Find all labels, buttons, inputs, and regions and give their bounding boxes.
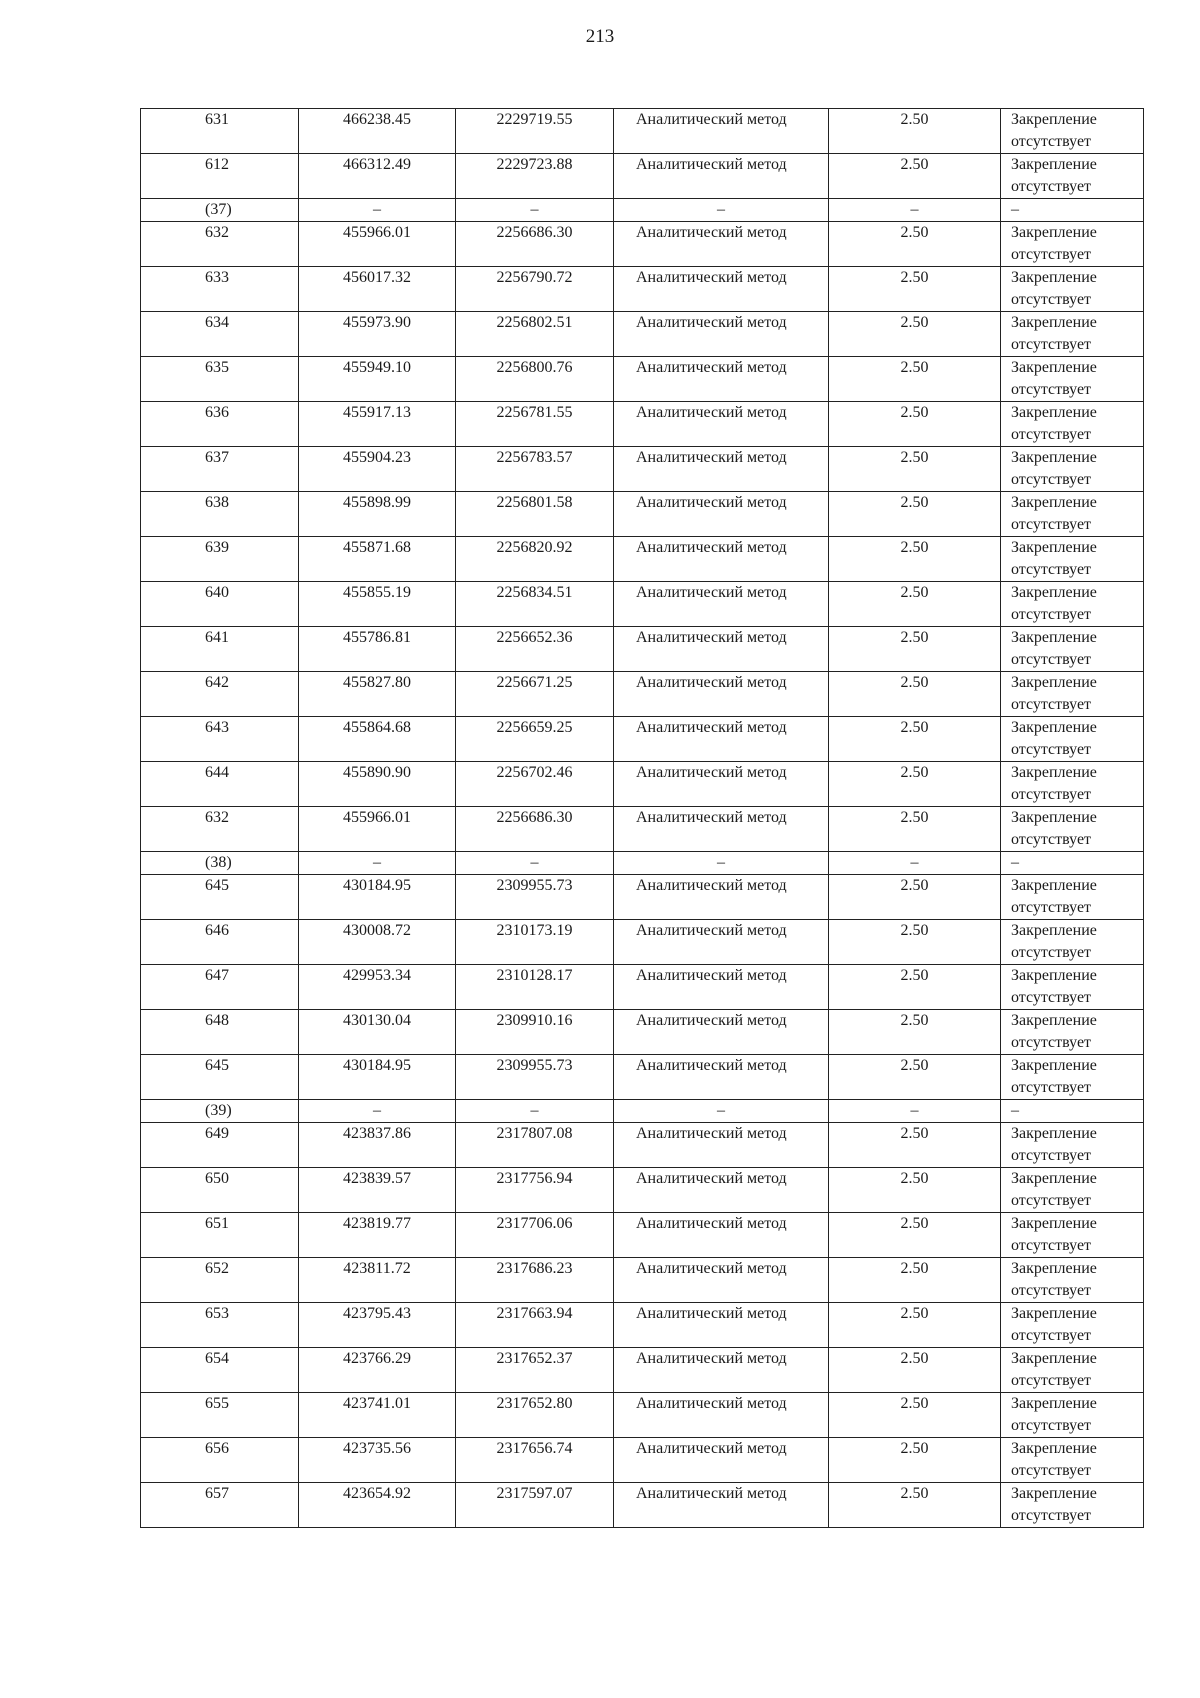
contour-separator-row — [141, 1100, 1144, 1123]
method-cell: Аналитический метод — [614, 627, 829, 672]
contour-separator-row — [141, 199, 1144, 222]
method-cell: Аналитический метод — [614, 492, 829, 537]
method-cell: Аналитический метод — [614, 109, 829, 154]
table-row — [141, 807, 1144, 852]
x-coordinate-cell: 429953.34 — [299, 965, 456, 1010]
table-row — [141, 1055, 1144, 1100]
method-cell: Аналитический метод — [614, 965, 829, 1010]
fixing-description-cell: Закрепление отсутствует — [1001, 537, 1144, 582]
accuracy-cell: 2.50 — [829, 807, 1001, 852]
fixing-description-cell: Закрепление отсутствует — [1001, 312, 1144, 357]
point-number-cell: (37) — [141, 199, 299, 222]
x-coordinate-cell: 455871.68 — [299, 537, 456, 582]
fixing-description-cell: Закрепление отсутствует — [1001, 807, 1144, 852]
y-coordinate-cell: 2310128.17 — [456, 965, 614, 1010]
contour-separator-row — [141, 852, 1144, 875]
accuracy-cell: 2.50 — [829, 1055, 1001, 1100]
accuracy-cell: – — [829, 852, 1001, 875]
y-coordinate-cell: 2256783.57 — [456, 447, 614, 492]
fixing-description-cell: Закрепление отсутствует — [1001, 965, 1144, 1010]
table-row — [141, 447, 1144, 492]
accuracy-cell: 2.50 — [829, 267, 1001, 312]
y-coordinate-cell: 2256686.30 — [456, 807, 614, 852]
method-cell: Аналитический метод — [614, 672, 829, 717]
table-row — [141, 627, 1144, 672]
accuracy-cell: 2.50 — [829, 762, 1001, 807]
y-coordinate-cell: 2256801.58 — [456, 492, 614, 537]
fixing-description-cell: Закрепление отсутствует — [1001, 717, 1144, 762]
accuracy-cell: 2.50 — [829, 1010, 1001, 1055]
accuracy-cell: 2.50 — [829, 1438, 1001, 1483]
method-cell: Аналитический метод — [614, 357, 829, 402]
x-coordinate-cell: 423839.57 — [299, 1168, 456, 1213]
fixing-description-cell: Закрепление отсутствует — [1001, 402, 1144, 447]
y-coordinate-cell: – — [456, 852, 614, 875]
accuracy-cell: 2.50 — [829, 717, 1001, 762]
x-coordinate-cell: 455966.01 — [299, 807, 456, 852]
fixing-description-cell: Закрепление отсутствует — [1001, 672, 1144, 717]
method-cell: – — [614, 852, 829, 875]
y-coordinate-cell: 2256702.46 — [456, 762, 614, 807]
accuracy-cell: 2.50 — [829, 1213, 1001, 1258]
fixing-description-cell: Закрепление отсутствует — [1001, 267, 1144, 312]
table-row — [141, 1348, 1144, 1393]
method-cell: Аналитический метод — [614, 1168, 829, 1213]
y-coordinate-cell: 2256802.51 — [456, 312, 614, 357]
point-number-cell: 612 — [141, 154, 299, 199]
fixing-description-cell: Закрепление отсутствует — [1001, 222, 1144, 267]
fixing-description-cell: – — [1001, 852, 1144, 875]
table-row — [141, 1483, 1144, 1528]
x-coordinate-cell: – — [299, 199, 456, 222]
point-number-cell: 642 — [141, 672, 299, 717]
x-coordinate-cell: 466238.45 — [299, 109, 456, 154]
point-number-cell: 654 — [141, 1348, 299, 1393]
x-coordinate-cell: – — [299, 1100, 456, 1123]
point-number-cell: 634 — [141, 312, 299, 357]
method-cell: Аналитический метод — [614, 582, 829, 627]
table-row — [141, 154, 1144, 199]
accuracy-cell: 2.50 — [829, 537, 1001, 582]
table-row — [141, 402, 1144, 447]
point-number-cell: 650 — [141, 1168, 299, 1213]
table-row — [141, 717, 1144, 762]
fixing-description-cell: Закрепление отсутствует — [1001, 1438, 1144, 1483]
table-row — [141, 222, 1144, 267]
method-cell: Аналитический метод — [614, 402, 829, 447]
fixing-description-cell: Закрепление отсутствует — [1001, 1055, 1144, 1100]
accuracy-cell: 2.50 — [829, 447, 1001, 492]
y-coordinate-cell: 2317686.23 — [456, 1258, 614, 1303]
method-cell: Аналитический метод — [614, 1393, 829, 1438]
fixing-description-cell: Закрепление отсутствует — [1001, 1393, 1144, 1438]
y-coordinate-cell: 2256652.36 — [456, 627, 614, 672]
method-cell: Аналитический метод — [614, 1348, 829, 1393]
fixing-description-cell: – — [1001, 199, 1144, 222]
y-coordinate-cell: 2317597.07 — [456, 1483, 614, 1528]
point-number-cell: 632 — [141, 222, 299, 267]
fixing-description-cell: Закрепление отсутствует — [1001, 1303, 1144, 1348]
y-coordinate-cell: 2229719.55 — [456, 109, 614, 154]
accuracy-cell: 2.50 — [829, 154, 1001, 199]
point-number-cell: 656 — [141, 1438, 299, 1483]
x-coordinate-cell: 455864.68 — [299, 717, 456, 762]
point-number-cell: 633 — [141, 267, 299, 312]
point-number-cell: 647 — [141, 965, 299, 1010]
point-number-cell: 651 — [141, 1213, 299, 1258]
point-number-cell: 643 — [141, 717, 299, 762]
x-coordinate-cell: 423766.29 — [299, 1348, 456, 1393]
point-number-cell: 648 — [141, 1010, 299, 1055]
point-number-cell: 637 — [141, 447, 299, 492]
x-coordinate-cell: 423735.56 — [299, 1438, 456, 1483]
method-cell: Аналитический метод — [614, 920, 829, 965]
y-coordinate-cell: 2317652.80 — [456, 1393, 614, 1438]
method-cell: Аналитический метод — [614, 1303, 829, 1348]
point-number-cell: 645 — [141, 1055, 299, 1100]
y-coordinate-cell: 2256781.55 — [456, 402, 614, 447]
accuracy-cell: 2.50 — [829, 1483, 1001, 1528]
accuracy-cell: 2.50 — [829, 109, 1001, 154]
table-row — [141, 1010, 1144, 1055]
coordinates-table — [140, 108, 1144, 1528]
fixing-description-cell: Закрепление отсутствует — [1001, 1213, 1144, 1258]
fixing-description-cell: Закрепление отсутствует — [1001, 627, 1144, 672]
x-coordinate-cell: 455786.81 — [299, 627, 456, 672]
point-number-cell: 636 — [141, 402, 299, 447]
accuracy-cell: 2.50 — [829, 222, 1001, 267]
y-coordinate-cell: 2317656.74 — [456, 1438, 614, 1483]
table-row — [141, 1438, 1144, 1483]
accuracy-cell: 2.50 — [829, 492, 1001, 537]
accuracy-cell: 2.50 — [829, 582, 1001, 627]
fixing-description-cell: Закрепление отсутствует — [1001, 109, 1144, 154]
fixing-description-cell: Закрепление отсутствует — [1001, 875, 1144, 920]
accuracy-cell: – — [829, 1100, 1001, 1123]
method-cell: Аналитический метод — [614, 1258, 829, 1303]
method-cell: Аналитический метод — [614, 154, 829, 199]
x-coordinate-cell: 455917.13 — [299, 402, 456, 447]
point-number-cell: 652 — [141, 1258, 299, 1303]
table-row — [141, 357, 1144, 402]
y-coordinate-cell: 2317807.08 — [456, 1123, 614, 1168]
x-coordinate-cell: 430130.04 — [299, 1010, 456, 1055]
x-coordinate-cell: 455898.99 — [299, 492, 456, 537]
accuracy-cell: 2.50 — [829, 357, 1001, 402]
point-number-cell: 653 — [141, 1303, 299, 1348]
y-coordinate-cell: 2256686.30 — [456, 222, 614, 267]
x-coordinate-cell: 455827.80 — [299, 672, 456, 717]
accuracy-cell: 2.50 — [829, 965, 1001, 1010]
point-number-cell: 641 — [141, 627, 299, 672]
y-coordinate-cell: 2309955.73 — [456, 875, 614, 920]
y-coordinate-cell: 2310173.19 — [456, 920, 614, 965]
x-coordinate-cell: 455855.19 — [299, 582, 456, 627]
accuracy-cell: 2.50 — [829, 672, 1001, 717]
y-coordinate-cell: 2256820.92 — [456, 537, 614, 582]
fixing-description-cell: Закрепление отсутствует — [1001, 1348, 1144, 1393]
point-number-cell: (38) — [141, 852, 299, 875]
x-coordinate-cell: 456017.32 — [299, 267, 456, 312]
x-coordinate-cell: 423795.43 — [299, 1303, 456, 1348]
accuracy-cell: 2.50 — [829, 1168, 1001, 1213]
point-number-cell: 635 — [141, 357, 299, 402]
method-cell: Аналитический метод — [614, 1438, 829, 1483]
method-cell: Аналитический метод — [614, 537, 829, 582]
point-number-cell: 639 — [141, 537, 299, 582]
table-row — [141, 672, 1144, 717]
y-coordinate-cell: 2309910.16 — [456, 1010, 614, 1055]
table-row — [141, 875, 1144, 920]
y-coordinate-cell: 2256671.25 — [456, 672, 614, 717]
table-row — [141, 537, 1144, 582]
fixing-description-cell: Закрепление отсутствует — [1001, 1123, 1144, 1168]
page-number: 213 — [585, 26, 615, 47]
table-row — [141, 965, 1144, 1010]
fixing-description-cell: Закрепление отсутствует — [1001, 920, 1144, 965]
x-coordinate-cell: 455973.90 — [299, 312, 456, 357]
fixing-description-cell: Закрепление отсутствует — [1001, 154, 1144, 199]
table-row — [141, 1258, 1144, 1303]
fixing-description-cell: Закрепление отсутствует — [1001, 492, 1144, 537]
x-coordinate-cell: 455904.23 — [299, 447, 456, 492]
x-coordinate-cell: 455966.01 — [299, 222, 456, 267]
fixing-description-cell: Закрепление отсутствует — [1001, 1168, 1144, 1213]
accuracy-cell: 2.50 — [829, 1123, 1001, 1168]
point-number-cell: 631 — [141, 109, 299, 154]
method-cell: Аналитический метод — [614, 267, 829, 312]
method-cell: Аналитический метод — [614, 1055, 829, 1100]
method-cell: Аналитический метод — [614, 1213, 829, 1258]
y-coordinate-cell: 2317706.06 — [456, 1213, 614, 1258]
x-coordinate-cell: 430184.95 — [299, 875, 456, 920]
x-coordinate-cell: 423811.72 — [299, 1258, 456, 1303]
method-cell: Аналитический метод — [614, 875, 829, 920]
x-coordinate-cell: 423741.01 — [299, 1393, 456, 1438]
method-cell: Аналитический метод — [614, 1010, 829, 1055]
accuracy-cell: 2.50 — [829, 312, 1001, 357]
x-coordinate-cell: 455890.90 — [299, 762, 456, 807]
point-number-cell: 657 — [141, 1483, 299, 1528]
x-coordinate-cell: 466312.49 — [299, 154, 456, 199]
point-number-cell: 645 — [141, 875, 299, 920]
accuracy-cell: 2.50 — [829, 1348, 1001, 1393]
point-number-cell: 638 — [141, 492, 299, 537]
method-cell: Аналитический метод — [614, 312, 829, 357]
method-cell: – — [614, 199, 829, 222]
table-row — [141, 1393, 1144, 1438]
table-row — [141, 492, 1144, 537]
table-row — [141, 920, 1144, 965]
method-cell: – — [614, 1100, 829, 1123]
x-coordinate-cell: 430008.72 — [299, 920, 456, 965]
point-number-cell: 632 — [141, 807, 299, 852]
point-number-cell: 655 — [141, 1393, 299, 1438]
table-row — [141, 312, 1144, 357]
fixing-description-cell: Закрепление отсутствует — [1001, 447, 1144, 492]
fixing-description-cell: Закрепление отсутствует — [1001, 1483, 1144, 1528]
point-number-cell: 640 — [141, 582, 299, 627]
table-row — [141, 1213, 1144, 1258]
point-number-cell: (39) — [141, 1100, 299, 1123]
x-coordinate-cell: 423654.92 — [299, 1483, 456, 1528]
method-cell: Аналитический метод — [614, 717, 829, 762]
accuracy-cell: 2.50 — [829, 627, 1001, 672]
table-row — [141, 1303, 1144, 1348]
table-row — [141, 762, 1144, 807]
y-coordinate-cell: 2317652.37 — [456, 1348, 614, 1393]
accuracy-cell: 2.50 — [829, 920, 1001, 965]
table-row — [141, 582, 1144, 627]
fixing-description-cell: Закрепление отсутствует — [1001, 762, 1144, 807]
method-cell: Аналитический метод — [614, 222, 829, 267]
y-coordinate-cell: 2256834.51 — [456, 582, 614, 627]
fixing-description-cell: – — [1001, 1100, 1144, 1123]
y-coordinate-cell: 2256790.72 — [456, 267, 614, 312]
point-number-cell: 644 — [141, 762, 299, 807]
fixing-description-cell: Закрепление отсутствует — [1001, 1258, 1144, 1303]
accuracy-cell: 2.50 — [829, 402, 1001, 447]
x-coordinate-cell: 455949.10 — [299, 357, 456, 402]
y-coordinate-cell: – — [456, 199, 614, 222]
x-coordinate-cell: – — [299, 852, 456, 875]
y-coordinate-cell: 2317663.94 — [456, 1303, 614, 1348]
method-cell: Аналитический метод — [614, 447, 829, 492]
fixing-description-cell: Закрепление отсутствует — [1001, 582, 1144, 627]
accuracy-cell: 2.50 — [829, 1303, 1001, 1348]
accuracy-cell: 2.50 — [829, 1393, 1001, 1438]
y-coordinate-cell: 2256659.25 — [456, 717, 614, 762]
y-coordinate-cell: 2256800.76 — [456, 357, 614, 402]
fixing-description-cell: Закрепление отсутствует — [1001, 357, 1144, 402]
y-coordinate-cell: – — [456, 1100, 614, 1123]
y-coordinate-cell: 2229723.88 — [456, 154, 614, 199]
table-row — [141, 109, 1144, 154]
y-coordinate-cell: 2309955.73 — [456, 1055, 614, 1100]
y-coordinate-cell: 2317756.94 — [456, 1168, 614, 1213]
accuracy-cell: 2.50 — [829, 1258, 1001, 1303]
table-row — [141, 267, 1144, 312]
fixing-description-cell: Закрепление отсутствует — [1001, 1010, 1144, 1055]
point-number-cell: 649 — [141, 1123, 299, 1168]
accuracy-cell: – — [829, 199, 1001, 222]
table-row — [141, 1168, 1144, 1213]
table-row — [141, 1123, 1144, 1168]
x-coordinate-cell: 423837.86 — [299, 1123, 456, 1168]
accuracy-cell: 2.50 — [829, 875, 1001, 920]
method-cell: Аналитический метод — [614, 762, 829, 807]
method-cell: Аналитический метод — [614, 807, 829, 852]
method-cell: Аналитический метод — [614, 1483, 829, 1528]
coordinates-table-body — [141, 109, 1144, 1528]
x-coordinate-cell: 423819.77 — [299, 1213, 456, 1258]
point-number-cell: 646 — [141, 920, 299, 965]
x-coordinate-cell: 430184.95 — [299, 1055, 456, 1100]
method-cell: Аналитический метод — [614, 1123, 829, 1168]
